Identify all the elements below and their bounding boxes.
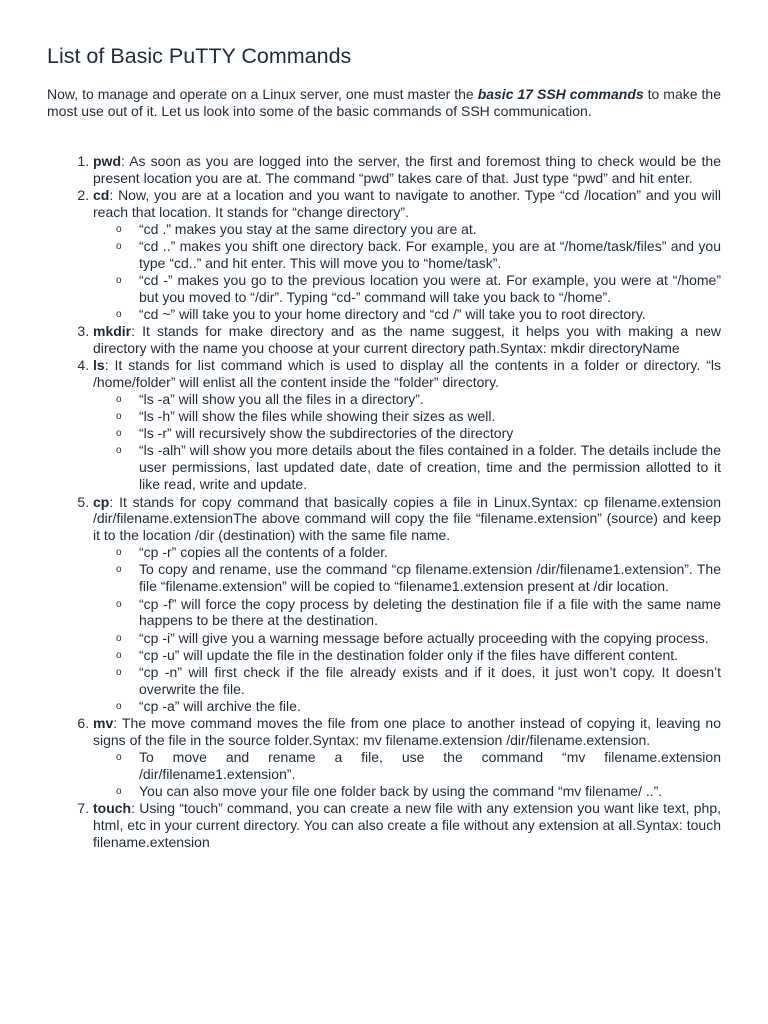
- command-item-cd: [93, 187, 721, 323]
- page-title: List of Basic PuTTY Commands: [47, 44, 352, 68]
- sub-list: [93, 391, 721, 493]
- command-description: : Now, you are at a location and you want to navigate to another. Type “cd /location” and you will reach that location. It stands for “change directory”.: [93, 186, 721, 220]
- sub-list-item: o “ls -h” will show the files while showing their sizes as well.: [139, 408, 721, 425]
- sub-list-item: o You can also move your file one folder back by using the command “mv filename/ ..”.: [139, 783, 721, 800]
- intro-text-after: to make the most use out of it. Let us look into some of the basic commands of SSH communication.: [47, 86, 721, 119]
- sub-list-item: o “ls -alh” will show you more details about the files contained in a folder. The details include the user permissions, last updated date, date of creation, time and the permission allotted to it like read, write and update.: [139, 442, 721, 493]
- sub-list-item: o “cp -a” will archive the file.: [139, 698, 721, 715]
- command-term: ls: [93, 357, 105, 374]
- sub-list: [93, 544, 721, 715]
- command-term: touch: [93, 800, 132, 817]
- sub-list-item: o To copy and rename, use the command “cp filename.extension /dir/filename1.extension”. The file “filename.extension” will be copied to “filename1.extension present at /dir location.: [139, 561, 721, 595]
- sub-list-item: o “cd ..” makes you shift one directory back. For example, you are at “/home/task/files” and you type “cd..” and hit enter. This will move you to “home/task”.: [139, 238, 721, 272]
- command-description: : As soon as you are logged into the server, the first and foremost thing to check would be the present location you are at. The command “pwd” takes care of that. Just type “pwd” and hit enter.: [93, 153, 721, 186]
- command-term: pwd: [93, 153, 121, 169]
- command-item-cp: [93, 494, 721, 716]
- sub-list-item: o “cp -r” copies all the contents of a folder.: [139, 544, 721, 561]
- sub-list-item: o To move and rename a file, use the command “mv filename.extension /dir/filename1.extension”.: [139, 749, 721, 783]
- command-item-pwd: [93, 153, 721, 187]
- command-term: mkdir: [93, 323, 132, 340]
- sub-list-item: o “cp -n” will first check if the file already exists and if it does, it just won’t copy. It doesn’t overwrite the file.: [139, 664, 721, 698]
- command-term: cd: [93, 186, 110, 203]
- intro-bold-text: basic 17 SSH commands: [477, 86, 644, 102]
- sub-list-item: o “cp -i” will give you a warning message before actually proceeding with the copying process.: [139, 630, 721, 647]
- command-term: mv: [93, 715, 114, 732]
- sub-list-item: o “ls -r” will recursively show the subdirectories of the directory: [139, 425, 721, 442]
- command-description: : It stands for list command which is used to display all the contents in a folder or directory. “ls /home/folder” will enlist all the content inside the “folder” directory.: [93, 357, 721, 390]
- command-term: cp: [93, 493, 110, 510]
- sub-list-item: o “cp -u” will update the file in the destination folder only if the files have different content.: [139, 647, 721, 664]
- command-description: : Using “touch” command, you can create a new file with any extension you want like text, php, html, etc in your current directory. You can also create a file without any extension at all.Syntax: touch filename.extension: [93, 800, 721, 851]
- sub-list: [93, 221, 721, 323]
- command-item-mkdir: [93, 323, 721, 357]
- sub-list-item: o “ls -a” will show you all the files in a directory”.: [139, 391, 721, 408]
- sub-list-item: o “cd -” makes you go to the previous location you were at. For example, you were at “/home” but you moved to “/dir”. Typing “cd-” command will take you back to “/home”.: [139, 272, 721, 306]
- command-description: : The move command moves the file from one place to another instead of copying it, leaving no signs of the file in the source folder.Syntax: mv filename.extension /dir/filename.extension.: [93, 715, 721, 749]
- command-item-ls: [93, 357, 721, 493]
- intro-text-before: Now, to manage and operate on a Linux server, one must master the: [47, 86, 478, 102]
- intro-paragraph: [47, 86, 721, 120]
- sub-list-item: o “cp -f” will force the copy process by deleting the destination file if a file with the same name happens to be there at the destination.: [139, 596, 721, 630]
- command-item-mv: [93, 715, 721, 800]
- sub-list: [93, 749, 721, 800]
- command-description: : It stands for make directory and as the name suggest, it helps you with making a new directory with the name you choose at your current directory path.Syntax: mkdir directoryName: [93, 323, 721, 357]
- command-list: [47, 153, 721, 851]
- sub-list-item: o “cd .” makes you stay at the same directory you are at.: [139, 221, 721, 238]
- command-item-touch: [93, 800, 721, 851]
- sub-list-item: o “cd ~” will take you to your home directory and “cd /” will take you to root directory.: [139, 306, 721, 323]
- command-description: : It stands for copy command that basically copies a file in Linux.Syntax: cp filename.extension /dir/filename.extensionThe above command will copy the file “filename.extension” (source) and keep it to the location /dir (destination) with the same file name.: [93, 493, 721, 544]
